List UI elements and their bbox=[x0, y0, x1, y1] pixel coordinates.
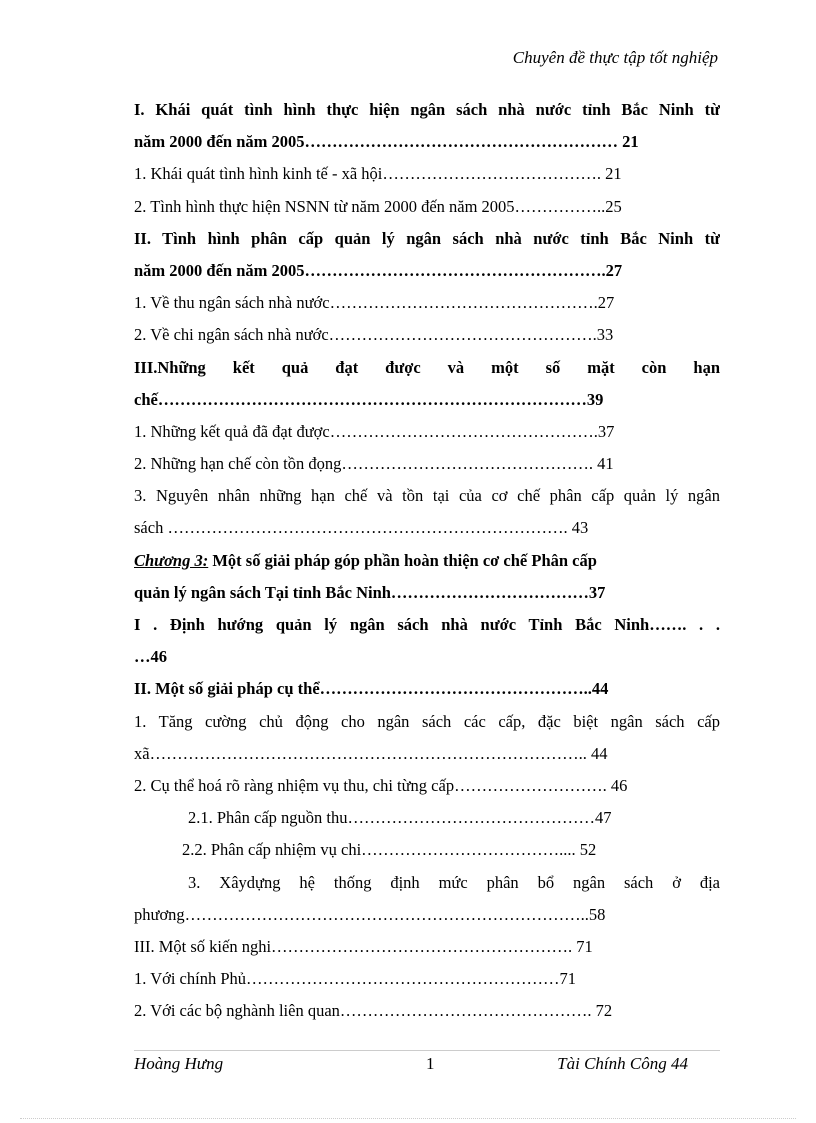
table-of-contents bbox=[134, 94, 720, 1027]
toc-line: 1. Về thu ngân sách nhà nước………………………………………….27 bbox=[134, 293, 615, 313]
toc-line: chế……………………………………………………………………39 bbox=[134, 389, 604, 409]
chapter-title: Một số giải pháp góp phần hoàn thiện cơ chế Phân cấp bbox=[208, 550, 597, 570]
toc-line: III. Một số kiến nghi………………………………………………. 71 bbox=[134, 936, 593, 956]
toc-line: 1. Khái quát tình hình kinh tế - xã hội…………………………………. 21 bbox=[134, 164, 622, 184]
toc-line: 2. Cụ thể hoá rõ ràng nhiệm vụ thu, chi từng cấp………………………. 46 bbox=[134, 775, 628, 795]
chapter-label: Chương 3: bbox=[134, 550, 209, 570]
toc-line: 3. Xâydựng hệ thống định mức phân bổ ngân sách ở địa bbox=[188, 872, 720, 892]
page-bottom-border bbox=[20, 1118, 796, 1119]
toc-line: II. Tình hình phân cấp quản lý ngân sách nhà nước tỉnh Bắc Ninh từ bbox=[134, 228, 720, 248]
toc-line: I. Khái quát tình hình thực hiện ngân sách nhà nước tỉnh Bắc Ninh từ bbox=[134, 100, 720, 119]
page-number: 1 bbox=[426, 1054, 435, 1073]
toc-line: xã…………………………………………………………………….. 44 bbox=[134, 743, 608, 763]
toc-line: năm 2000 đến năm 2005……………………………………………….27 bbox=[134, 260, 623, 280]
toc-line: 2. Về chi ngân sách nhà nước………………………………………….33 bbox=[134, 325, 614, 345]
toc-line: năm 2000 đến năm 2005………………………………………………… 21 bbox=[134, 132, 639, 152]
toc-line: …46 bbox=[134, 647, 167, 667]
toc-line: phương………………………………………………………………..58 bbox=[134, 904, 606, 924]
toc-line: II. Một số giải pháp cụ thể…………………………………………..44 bbox=[134, 679, 609, 699]
running-header: Chuyên đề thực tập tốt nghiệp bbox=[512, 48, 718, 67]
toc-line: 1. Tăng cường chủ động cho ngân sách các cấp, đặc biệt ngân sách cấp bbox=[134, 711, 720, 731]
page-footer bbox=[134, 1054, 720, 1078]
toc-line: 2.1. Phân cấp nguồn thu………………………………………47 bbox=[188, 808, 612, 828]
toc-line: III.Những kết quả đạt được và một số mặt còn hạn bbox=[134, 357, 720, 377]
toc-line: 2. Với các bộ nghành liên quan………………………………………. 72 bbox=[134, 1001, 613, 1021]
toc-line: 2. Tình hình thực hiện NSNN từ năm 2000 đến năm 2005……………..25 bbox=[134, 196, 622, 216]
toc-line: 3. Nguyên nhân những hạn chế và tồn tại của cơ chế phân cấp quản lý ngân bbox=[134, 486, 720, 506]
toc-line-chapter bbox=[134, 545, 720, 577]
toc-line: quản lý ngân sách Tại tỉnh Bắc Ninh………………………………37 bbox=[134, 582, 606, 602]
toc-line: 1. Với chính Phủ…………………………………………………71 bbox=[134, 969, 577, 989]
footer-rule bbox=[134, 1050, 720, 1051]
toc-line: 2. Những hạn chế còn tồn đọng………………………………………. 41 bbox=[134, 454, 614, 474]
footer-author: Hoàng Hưng bbox=[134, 1054, 224, 1073]
toc-line: 1. Những kết quả đã đạt được………………………………………….37 bbox=[134, 421, 615, 441]
toc-line: sách ………………………………………………………………. 43 bbox=[134, 518, 589, 538]
toc-line: 2.2. Phân cấp nhiệm vụ chi……………………………….... 52 bbox=[182, 840, 597, 860]
toc-line: I . Định hướng quản lý ngân sách nhà nước Tỉnh Bắc Ninh……. . . bbox=[134, 615, 720, 634]
footer-course: Tài Chính Công 44 bbox=[557, 1054, 688, 1073]
